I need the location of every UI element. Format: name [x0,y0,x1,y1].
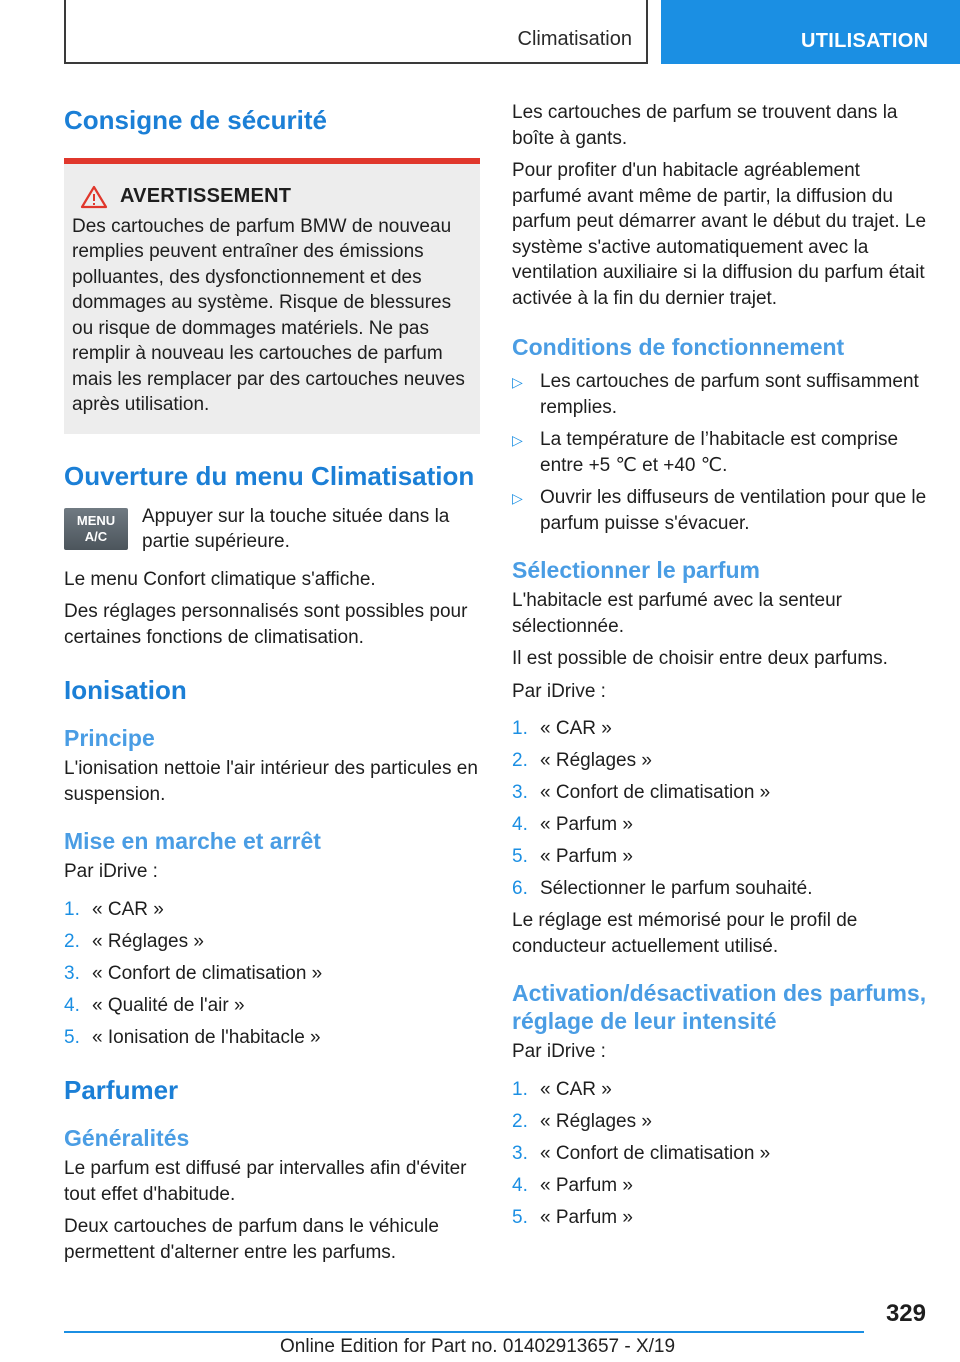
par-idrive-label: Par iDrive : [64,861,158,882]
select-text-2: Il est possible de choisir entre deux parfums. [512,648,888,669]
list-item: ▷ Ouvrir les diffuseurs de ventilation pour que le parfum puisse s'évacuer. [512,485,932,536]
list-item: 6. Sélectionner le parfum souhaité. [512,878,813,899]
menu-paragraph-2: Des réglages personnalisés sont possibles pour certaines fonctions de climatisation. [64,601,468,648]
list-item: 2. « Réglages » [64,930,204,952]
list-item: 5. « Ionisation de l'habitacle » [64,1026,321,1048]
list-item: 4. « Parfum » [512,814,633,835]
generalites-text-2: Deux cartouches de parfum dans le véhicule permettent d'alterner entre les parfums. [64,1216,439,1263]
heading-activation: Activation/désactivation des parfums, réglage de leur intensité [512,980,927,1034]
footer-divider [64,1331,864,1333]
heading-conditions: Conditions de fonctionnement [512,334,845,360]
par-idrive-label: Par iDrive : [512,1041,606,1062]
footer-edition: Online Edition for Part no. 01402913657 - X/19 [280,1336,676,1357]
warning-text: Des cartouches de parfum BMW de nouveau remplies peuvent entraîner des émissions polluantes, des dysfonctionnement et des dommages au système. Risque de blessures ou risque de dommages matériels. Ne pas remplir à nouveau les cartouches de parfum mais les remplacer par des cartouches neuves après utilisation. [72,215,465,415]
right-paragraph-1: Les cartouches de parfum se trouvent dans la boîte à gants. [512,102,898,149]
select-steps [512,716,932,902]
principe-text: L'ionisation nettoie l'air intérieur des particules en suspension. [64,758,478,805]
page-number: 329 [885,1300,926,1327]
list-item: 1. « CAR » [64,898,164,920]
triangle-bullet-icon: ▷ [512,490,523,506]
left-column [64,100,480,1272]
select-text-1: L'habitacle est parfumé avec la senteur sélectionnée. [512,590,842,637]
heading-select: Sélectionner le parfum [512,557,760,583]
activation-steps [512,1077,932,1231]
list-item: 4. « Parfum » [512,1174,633,1196]
warning-title: AVERTISSEMENT [120,185,292,207]
list-item: 1. « CAR » [512,718,612,739]
list-item: 2. « Réglages » [512,750,652,771]
par-idrive-label: Par iDrive : [512,680,606,702]
list-item: 4. « Qualité de l'air » [64,994,245,1016]
list-item: 3. « Confort de climatisation » [512,782,771,803]
header-tab-utilisation [661,0,960,64]
generalites-text-1: Le parfum est diffusé par intervalles afin d'éviter tout effet d'habitude. [64,1158,467,1205]
list-item: 1. « CAR » [512,1078,612,1100]
header-section-title: Climatisation [517,28,632,50]
heading-marche: Mise en marche et arrêt [64,828,321,854]
triangle-bullet-icon: ▷ [512,432,523,448]
heading-generalites: Généralités [64,1125,190,1151]
list-item: ▷ La température de l’habitacle est comprise entre +5 ℃ et +40 ℃. [512,427,932,478]
header-frame [64,0,648,64]
list-item: ▷ Les cartouches de parfum sont suffisamment remplies. [512,369,932,420]
menu-ac-button-icon: MENU A/C [64,508,128,550]
header-tab-label: UTILISATION [801,30,929,52]
warning-icon [80,185,108,209]
menu-instruction [64,504,480,555]
right-paragraph-2: Pour profiter d'un habitacle agréablement parfumé avant même de partir, la diffusion du parfum peut démarrer avant le début du trajet. Le système s'active automatiquement avec la ventilation auxiliaire si la diffusion du parfum était activée à la fin du dernier trajet. [512,160,927,309]
menu-text: Appuyer sur la touche située dans la partie supérieure. [142,505,450,552]
heading-principe: Principe [64,725,155,751]
right-column [512,100,932,1237]
triangle-bullet-icon: ▷ [512,374,523,390]
list-item: 5. « Parfum » [512,1206,633,1228]
list-item: 3. « Confort de climatisation » [512,1142,771,1164]
warning-box [64,158,480,434]
conditions-list [512,369,932,536]
list-item: 3. « Confort de climatisation » [64,962,323,984]
menu-paragraph-1: Le menu Confort climatique s'affiche. [64,568,376,590]
list-item: 5. « Parfum » [512,846,633,867]
list-item: 2. « Réglages » [512,1110,652,1132]
memo-text: Le réglage est mémorisé pour le profil de conducteur actuellement utilisé. [512,910,858,957]
heading-ionisation: Ionisation [64,675,187,705]
heading-safety: Consigne de sécurité [64,105,327,135]
ionisation-steps [64,897,480,1051]
heading-parfumer: Parfumer [64,1075,179,1105]
heading-menu: Ouverture du menu Climatisation [64,460,475,491]
